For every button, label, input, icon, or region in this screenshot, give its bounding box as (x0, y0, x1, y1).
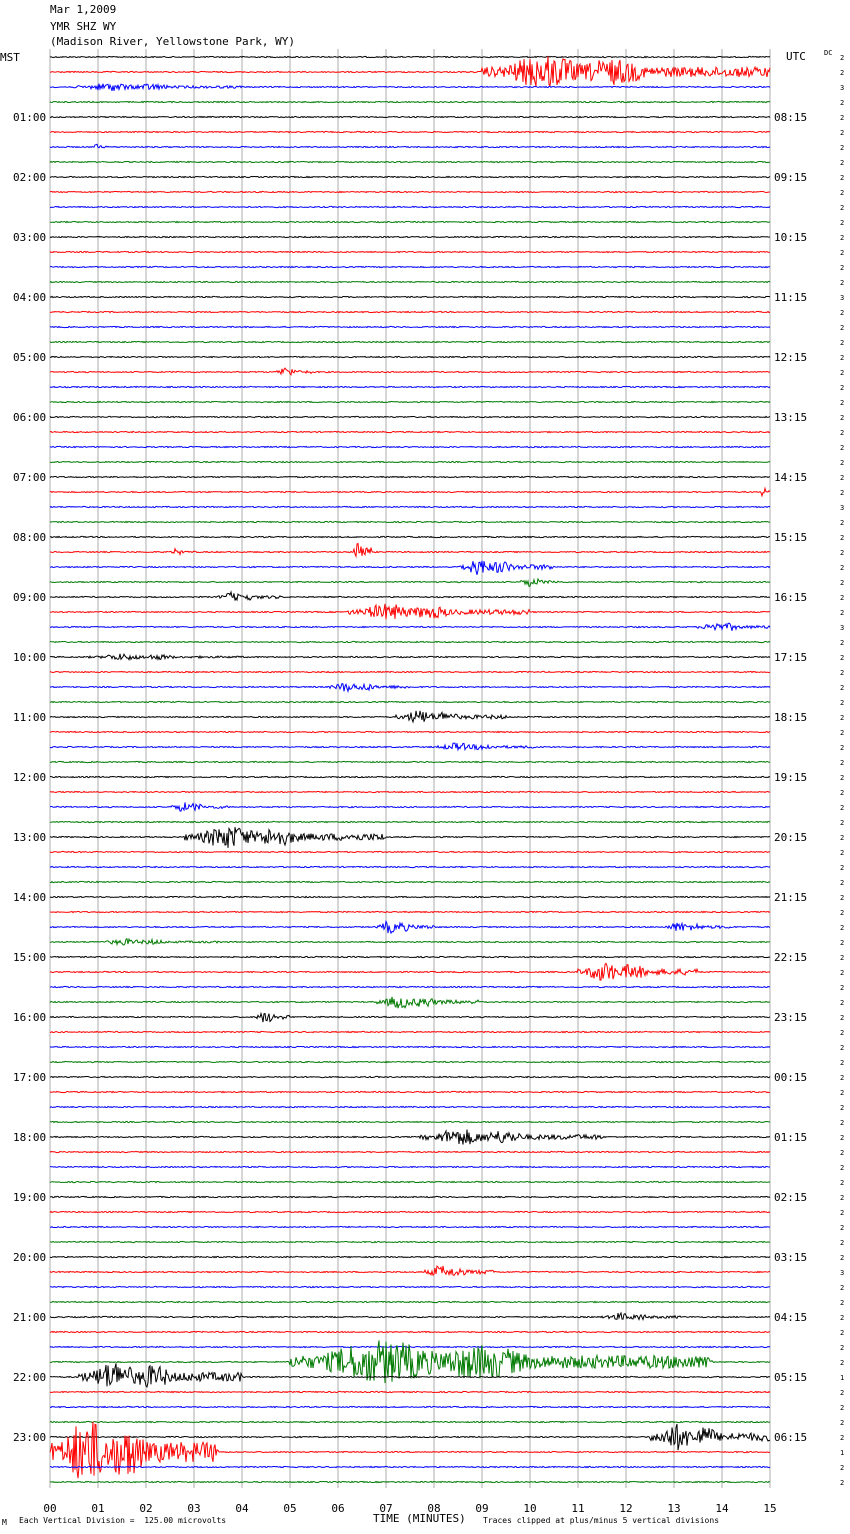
trace (50, 1421, 770, 1422)
dc-value: 3 (840, 84, 845, 92)
dc-value: 2 (840, 1479, 845, 1487)
dc-value: 2 (840, 534, 845, 542)
trace (50, 1481, 770, 1482)
x-tick-label: 08 (427, 1502, 441, 1515)
right-hour-label: 05:15 (774, 1371, 808, 1384)
trace (50, 1266, 770, 1275)
scale-note: Each Vertical Division = 125.00 microvolts (19, 1516, 227, 1525)
left-hour-label: 14:00 (13, 891, 47, 904)
right-hour-label: 15:15 (774, 531, 808, 544)
dc-value: 2 (840, 279, 845, 287)
trace (50, 476, 770, 477)
dc-value: 2 (840, 999, 845, 1007)
header-station: YMR SHZ WY (50, 20, 117, 33)
trace (50, 1091, 770, 1092)
trace (50, 641, 770, 642)
trace (50, 654, 770, 660)
trace (50, 592, 770, 601)
right-hour-label: 16:15 (774, 591, 808, 604)
dc-value: 2 (840, 879, 845, 887)
trace (50, 266, 770, 267)
dc-value: 2 (840, 1209, 845, 1217)
dc-value: 2 (840, 1119, 845, 1127)
trace (50, 191, 770, 192)
x-tick-label: 00 (43, 1502, 57, 1515)
dc-value: 2 (840, 459, 845, 467)
trace (50, 1166, 770, 1167)
dc-value: 2 (840, 924, 845, 932)
trace (50, 963, 770, 980)
dc-value: 2 (840, 699, 845, 707)
dc-value: 2 (840, 1074, 845, 1082)
right-hour-label: 02:15 (774, 1191, 808, 1204)
trace (50, 206, 770, 207)
dc-value: 2 (840, 1164, 845, 1172)
left-hour-label: 20:00 (13, 1251, 47, 1264)
dc-value: 1 (840, 1374, 845, 1382)
dc-value: 2 (840, 1104, 845, 1112)
x-tick-label: 10 (523, 1502, 537, 1515)
trace (50, 56, 770, 57)
dc-value: 2 (840, 984, 845, 992)
trace (50, 281, 770, 282)
left-hour-label: 21:00 (13, 1311, 47, 1324)
trace (50, 416, 770, 417)
trace (50, 1406, 770, 1407)
dc-value: 2 (840, 1224, 845, 1232)
trace (50, 1363, 770, 1387)
dc-value: 3 (840, 624, 845, 632)
trace (50, 1466, 770, 1467)
dc-value: 2 (840, 1059, 845, 1067)
left-hour-label: 03:00 (13, 231, 47, 244)
left-hour-labels (0, 51, 46, 1444)
dc-value: 2 (840, 159, 845, 167)
trace (50, 561, 770, 575)
right-hour-label: 11:15 (774, 291, 808, 304)
dc-value: 2 (840, 114, 845, 122)
trace (50, 791, 770, 792)
left-hour-label: 07:00 (13, 471, 47, 484)
dc-value: 2 (840, 1359, 845, 1367)
dc-values (840, 54, 844, 1487)
dc-value: 2 (840, 1329, 845, 1337)
trace (50, 896, 770, 897)
dc-value: 2 (840, 339, 845, 347)
clip-note: Traces clipped at plus/minus 5 vertical divisions (483, 1516, 720, 1525)
trace (50, 1346, 770, 1347)
trace (50, 802, 770, 811)
dc-value: 2 (840, 909, 845, 917)
left-hour-label: 11:00 (13, 711, 47, 724)
trace (50, 1046, 770, 1047)
x-tick-label: 03 (187, 1502, 201, 1515)
left-hour-label: 18:00 (13, 1131, 47, 1144)
trace (50, 144, 770, 148)
trace (50, 701, 770, 702)
x-tick-label: 04 (235, 1502, 249, 1515)
dc-value: 2 (840, 144, 845, 152)
trace (50, 311, 770, 312)
x-tick-label: 11 (571, 1502, 585, 1515)
right-hour-label: 04:15 (774, 1311, 808, 1324)
dc-value: 2 (840, 309, 845, 317)
dc-value: 2 (840, 399, 845, 407)
trace (50, 544, 770, 557)
trace (50, 1106, 770, 1107)
dc-value: 2 (840, 54, 845, 62)
dc-value: 2 (840, 564, 845, 572)
dc-value: 2 (840, 744, 845, 752)
dc-value: 2 (840, 1179, 845, 1187)
trace (50, 356, 770, 357)
dc-value: 2 (840, 954, 845, 962)
x-tick-label: 14 (715, 1502, 729, 1515)
dc-value: 2 (840, 864, 845, 872)
trace (50, 997, 770, 1008)
dc-value: 2 (840, 1014, 845, 1022)
dc-value: 2 (840, 849, 845, 857)
trace (50, 521, 770, 522)
dc-value: 2 (840, 264, 845, 272)
x-tick-label: 13 (667, 1502, 681, 1515)
trace (50, 131, 770, 132)
trace (50, 1061, 770, 1062)
x-tick-label: 05 (283, 1502, 297, 1515)
right-hour-label: 01:15 (774, 1131, 808, 1144)
dc-value: 2 (840, 684, 845, 692)
dc-value: 2 (840, 1284, 845, 1292)
dc-value: 2 (840, 204, 845, 212)
dc-value: 2 (840, 129, 845, 137)
trace (50, 84, 770, 91)
left-hour-label: 22:00 (13, 1371, 47, 1384)
dc-value: 2 (840, 579, 845, 587)
trace (50, 1241, 770, 1242)
right-hour-label: 22:15 (774, 951, 808, 964)
dc-value: 2 (840, 609, 845, 617)
dc-value: 2 (840, 1149, 845, 1157)
trace (50, 1211, 770, 1212)
dc-value: 2 (840, 324, 845, 332)
left-hour-label: 19:00 (13, 1191, 47, 1204)
dc-value: 2 (840, 639, 845, 647)
dc-value: 3 (840, 504, 845, 512)
dc-value: 2 (840, 654, 845, 662)
trace (50, 1151, 770, 1152)
x-tick-label: 07 (379, 1502, 393, 1515)
dc-value: 2 (840, 789, 845, 797)
trace (50, 1301, 770, 1302)
dc-value: 2 (840, 414, 845, 422)
trace (50, 731, 770, 732)
dc-value: 2 (840, 969, 845, 977)
right-hour-label: 12:15 (774, 351, 808, 364)
dc-value: 2 (840, 804, 845, 812)
trace (50, 939, 770, 945)
x-tick-label: 06 (331, 1502, 345, 1515)
dc-value: 2 (840, 1044, 845, 1052)
dc-value: 2 (840, 1299, 845, 1307)
trace-group (50, 56, 770, 1482)
trace (50, 446, 770, 447)
trace (50, 368, 770, 375)
trace (50, 1076, 770, 1077)
trace (50, 341, 770, 342)
trace (50, 1286, 770, 1287)
dc-value: 2 (840, 174, 845, 182)
right-hour-label: 23:15 (774, 1011, 808, 1024)
dc-value: 2 (840, 369, 845, 377)
right-hour-label: 21:15 (774, 891, 808, 904)
left-hour-label: 12:00 (13, 771, 47, 784)
left-hour-label: 09:00 (13, 591, 47, 604)
trace (50, 1256, 770, 1257)
x-tick-label: 01 (91, 1502, 105, 1515)
trace (50, 911, 770, 912)
dc-value: 2 (840, 474, 845, 482)
dc-value: 2 (840, 429, 845, 437)
left-hour-label: 04:00 (13, 291, 47, 304)
right-hour-label: 10:15 (774, 231, 808, 244)
dc-value: 2 (840, 939, 845, 947)
left-hour-label: 17:00 (13, 1071, 47, 1084)
dc-value: 2 (840, 819, 845, 827)
corner-mark: M (2, 1518, 7, 1527)
dc-value: 2 (840, 1029, 845, 1037)
trace (50, 1031, 770, 1032)
left-hour-label: 02:00 (13, 171, 47, 184)
left-hour-label: MST (0, 51, 20, 64)
dc-value: 2 (840, 384, 845, 392)
dc-value: 2 (840, 1344, 845, 1352)
left-hour-label: 06:00 (13, 411, 47, 424)
dc-value: 2 (840, 714, 845, 722)
trace (50, 1422, 770, 1479)
trace (50, 986, 770, 987)
right-hour-label: 14:15 (774, 471, 808, 484)
trace (50, 386, 770, 387)
dc-value: 2 (840, 729, 845, 737)
dc-value: 3 (840, 294, 845, 302)
trace (50, 881, 770, 882)
dc-value: 2 (840, 189, 845, 197)
dc-value: 2 (840, 1134, 845, 1142)
trace (50, 579, 770, 587)
trace (50, 776, 770, 777)
trace (50, 161, 770, 162)
header-location: (Madison River, Yellowstone Park, WY) (50, 35, 296, 48)
trace (50, 296, 770, 297)
right-hour-label: 19:15 (774, 771, 808, 784)
left-hour-label: 13:00 (13, 831, 47, 844)
trace (50, 506, 770, 507)
dc-value: 2 (840, 1239, 845, 1247)
trace (50, 56, 770, 86)
right-hour-label: 09:15 (774, 171, 808, 184)
trace (50, 821, 770, 822)
trace (50, 1331, 770, 1332)
trace (50, 401, 770, 402)
trace (50, 1014, 770, 1023)
dc-value: 2 (840, 519, 845, 527)
x-tick-label: 02 (139, 1502, 153, 1515)
x-tick-label: 15 (763, 1502, 777, 1515)
trace (50, 536, 770, 537)
dc-value: 2 (840, 894, 845, 902)
dc-value: 3 (840, 1269, 845, 1277)
trace (50, 116, 770, 117)
x-tick-label: 12 (619, 1502, 633, 1515)
left-hour-label: 15:00 (13, 951, 47, 964)
dc-value: 2 (840, 354, 845, 362)
trace (50, 1313, 770, 1320)
dc-value: 2 (840, 234, 845, 242)
dc-value: 2 (840, 1419, 845, 1427)
dc-value: 2 (840, 444, 845, 452)
right-timezone: UTC (786, 50, 806, 63)
trace (50, 827, 770, 848)
right-hour-labels (774, 111, 807, 1444)
trace (50, 326, 770, 327)
right-hour-label: 13:15 (774, 411, 808, 424)
dc-value: 2 (840, 594, 845, 602)
trace (50, 1196, 770, 1197)
right-hour-label: 17:15 (774, 651, 808, 664)
trace (50, 866, 770, 867)
left-hour-label: 10:00 (13, 651, 47, 664)
right-hour-label: 00:15 (774, 1071, 808, 1084)
dc-value: 2 (840, 219, 845, 227)
trace (50, 431, 770, 432)
dc-value: 2 (840, 489, 845, 497)
dc-value: 1 (840, 1449, 845, 1457)
dc-value: 2 (840, 1389, 845, 1397)
dc-value: 2 (840, 69, 845, 77)
left-hour-label: 23:00 (13, 1431, 47, 1444)
dc-value: 2 (840, 1254, 845, 1262)
trace (50, 221, 770, 222)
right-hour-label: 03:15 (774, 1251, 808, 1264)
right-hour-label: 06:15 (774, 1431, 808, 1444)
dc-value: 2 (840, 1089, 845, 1097)
trace (50, 623, 770, 631)
dc-value: 2 (840, 249, 845, 257)
dc-label: DC (824, 49, 833, 57)
trace (50, 743, 770, 750)
right-hour-label: 08:15 (774, 111, 808, 124)
dc-value: 2 (840, 774, 845, 782)
x-tick-label: 09 (475, 1502, 489, 1515)
trace (50, 461, 770, 462)
dc-value: 2 (840, 669, 845, 677)
trace (50, 488, 770, 495)
dc-value: 2 (840, 1434, 845, 1442)
trace (50, 176, 770, 177)
trace (50, 1121, 770, 1122)
trace (50, 236, 770, 237)
dc-value: 2 (840, 1314, 845, 1322)
right-hour-label: 20:15 (774, 831, 808, 844)
header-date: Mar 1,2009 (50, 3, 117, 16)
trace (50, 851, 770, 852)
trace (50, 1391, 770, 1392)
trace (50, 921, 770, 933)
dc-value: 2 (840, 549, 845, 557)
right-hour-label: 18:15 (774, 711, 808, 724)
trace (50, 101, 770, 102)
trace (50, 711, 770, 722)
left-hour-label: 16:00 (13, 1011, 47, 1024)
trace (50, 671, 770, 672)
trace (50, 1181, 770, 1182)
left-hour-label: 08:00 (13, 531, 47, 544)
trace (50, 1226, 770, 1227)
trace (50, 604, 770, 620)
dc-value: 2 (840, 834, 845, 842)
dc-value: 2 (840, 1404, 845, 1412)
left-hour-label: 05:00 (13, 351, 47, 364)
dc-value: 2 (840, 759, 845, 767)
trace (50, 1424, 770, 1450)
dc-value: 2 (840, 99, 845, 107)
trace (50, 684, 770, 692)
x-axis-title: TIME (MINUTES) (373, 1512, 466, 1525)
trace (50, 761, 770, 762)
dc-value: 2 (840, 1464, 845, 1472)
trace (50, 956, 770, 957)
dc-value: 2 (840, 1194, 845, 1202)
trace (50, 251, 770, 252)
trace (50, 1130, 770, 1145)
left-hour-label: 01:00 (13, 111, 47, 124)
